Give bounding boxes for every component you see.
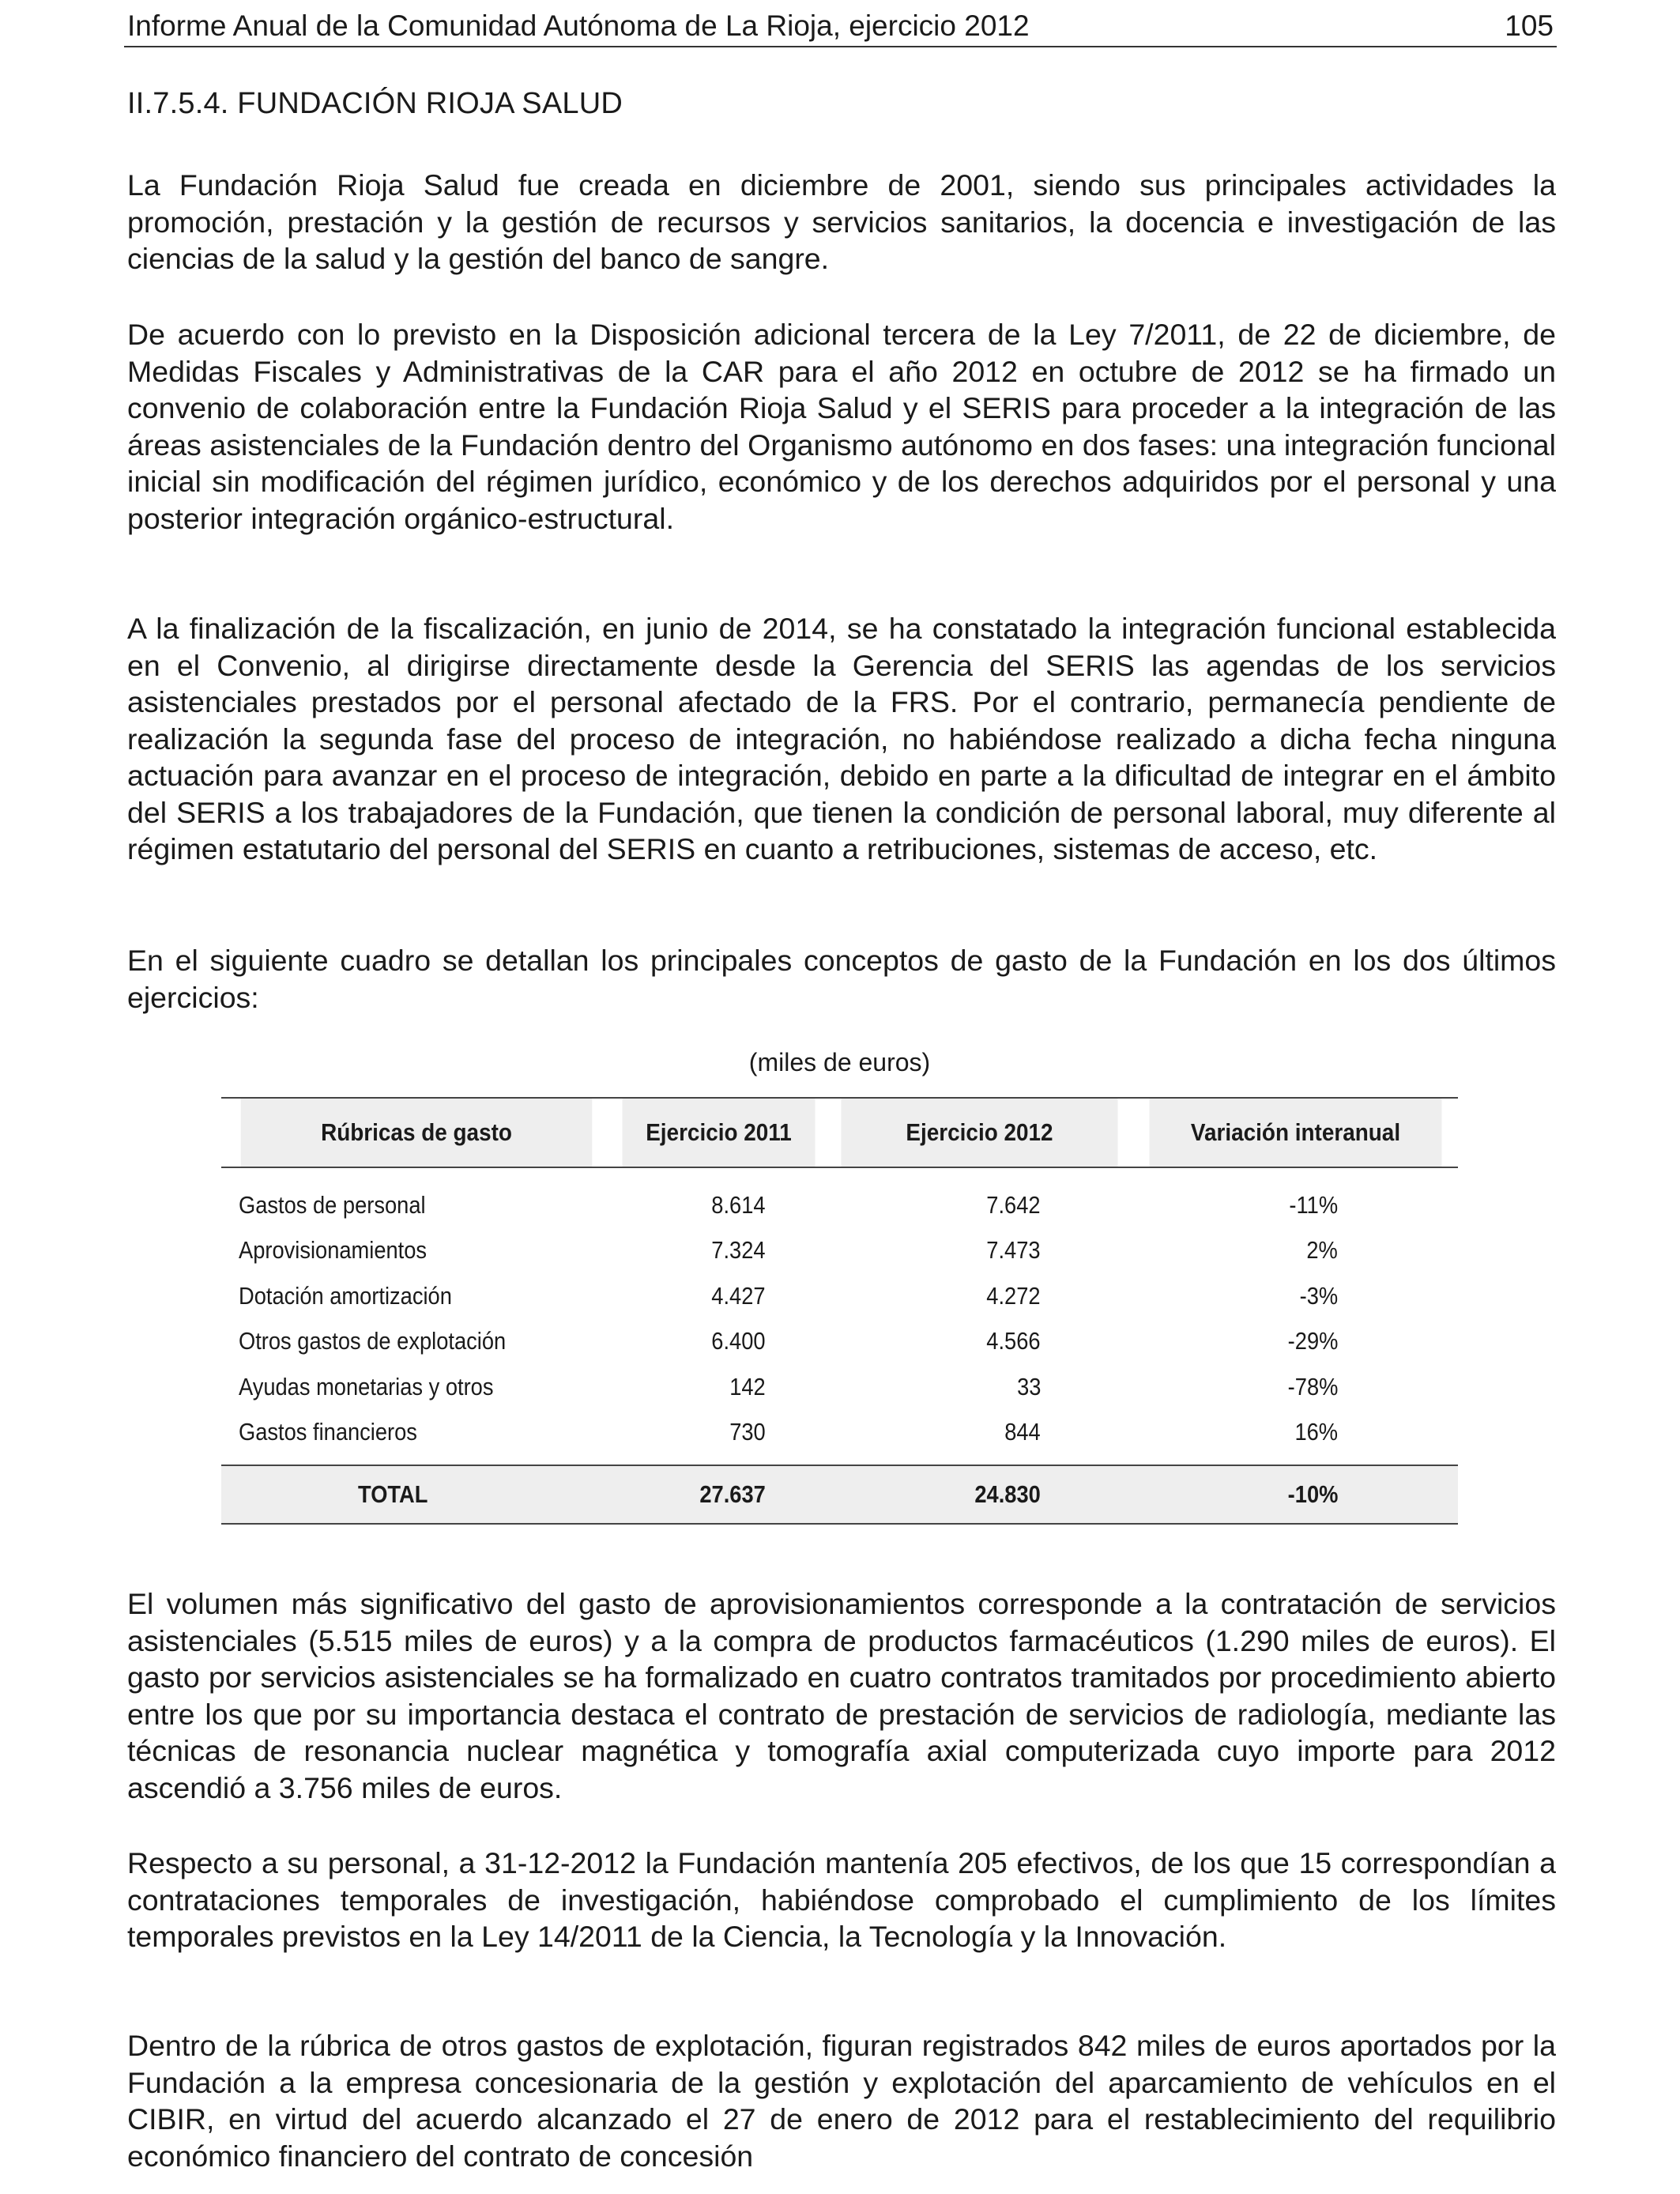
row-label: Dotación amortización (239, 1281, 452, 1310)
paragraph-intro: La Fundación Rioja Salud fue creada en diciembre de 2001, siendo sus principales actividades la promoción, prestación y la gestión de recursos y servicios sanitarios, la docencia e investigación de las ciencias de la salud y la gestión del banco de sangre. (127, 168, 1556, 275)
value-2011: 7.324 (711, 1236, 766, 1265)
header-rubricas: Rúbricas de gasto (241, 1098, 593, 1167)
value-variation: -11% (1289, 1190, 1338, 1219)
header-variacion: Variación interanual (1150, 1098, 1442, 1167)
value-variation: 16% (1294, 1418, 1338, 1446)
value-2011: 142 (729, 1372, 766, 1400)
table-units: (miles de euros) (748, 1048, 931, 1076)
expenses-table (221, 1097, 1458, 1525)
value-2012: 7.473 (986, 1236, 1041, 1265)
total-2011: 27.637 (699, 1480, 766, 1508)
table-row (221, 1182, 1458, 1228)
paragraph-personal: Respecto a su personal, a 31-12-2012 la Fundación mantenía 205 efectivos, de los que 15 correspondían a contrataciones temporales de investigación, habiéndose comprobado el cumplimiento de los límites temporales previstos en la Ley 14/2011 de la Ciencia, la Tecnología y la Innovación. (127, 1846, 1556, 1953)
value-variation: -29% (1287, 1327, 1338, 1355)
row-label: Ayudas monetarias y otros (239, 1372, 494, 1400)
header-ejercicio-2011: Ejercicio 2011 (623, 1098, 816, 1167)
value-variation: -78% (1287, 1372, 1338, 1400)
page-number: 105 (1505, 9, 1554, 42)
page-header (124, 8, 1557, 47)
table-row (221, 1228, 1458, 1274)
table-header-row (221, 1098, 1458, 1167)
total-2012: 24.830 (974, 1480, 1041, 1508)
table-row (221, 1319, 1458, 1365)
total-variation: -10% (1287, 1480, 1338, 1508)
table-row (221, 1273, 1458, 1319)
value-2011: 8.614 (711, 1190, 766, 1219)
value-2012: 4.566 (986, 1327, 1041, 1355)
value-2012: 7.642 (986, 1190, 1041, 1219)
value-variation: -3% (1299, 1281, 1338, 1310)
total-label: TOTAL (357, 1480, 428, 1508)
row-label: Otros gastos de explotación (239, 1327, 507, 1355)
row-label: Gastos de personal (239, 1190, 426, 1219)
value-2012: 33 (1016, 1372, 1041, 1400)
value-2012: 4.272 (986, 1281, 1041, 1310)
value-2011: 730 (729, 1418, 766, 1446)
row-label: Aprovisionamientos (239, 1236, 428, 1265)
paragraph-fiscalizacion: A la finalización de la fiscalización, en junio de 2014, se ha constatado la integración funcional establecida en el Convenio, al dirigirse directamente desde la Gerencia del SERIS las agendas de los servicios asistenciales prestados por el personal afectado de la FRS. Por el contrario, permanecía pendiente de realización la segunda fase del proceso de integración, no habiéndose realizado a dicha fecha ninguna actuación para avanzar en el proceso de integración, debido en parte a la dificultad de integrar en el ámbito del SERIS a los trabajadores de la Fundación, que tienen la condición de personal laboral, muy diferente al régimen estatutario del personal del SERIS en cuanto a retribuciones, sistemas de acceso, etc. (127, 612, 1556, 865)
section-title: II.7.5.4. FUNDACIÓN RIOJA SALUD (127, 87, 623, 120)
table-total-row (221, 1465, 1458, 1524)
row-label: Gastos financieros (239, 1418, 417, 1446)
paragraph-cuadro-intro: En el siguiente cuadro se detallan los principales conceptos de gasto de la Fundación en los dos últimos ejercicios: (127, 944, 1556, 1014)
expenses-table-container (221, 1097, 1458, 1525)
paragraph-aprovisionamientos: El volumen más significativo del gasto de aprovisionamientos corresponde a la contratación de servicios asistenciales (5.515 miles de euros) y a la compra de productos farmacéuticos (1.290 miles de euros). El gasto por servicios asistenciales se ha formalizado en cuatro contratos tramitados por procedimiento abierto entre los que por su importancia destaca el contrato de prestación de servicios de radiología, mediante las técnicas de resonancia nuclear magnética y tomografía axial computerizada cuyo importe para 2012 ascendió a 3.756 miles de euros. (127, 1587, 1556, 1804)
table-row (221, 1364, 1458, 1410)
value-2012: 844 (1004, 1418, 1041, 1446)
header-ejercicio-2012: Ejercicio 2012 (841, 1098, 1117, 1167)
value-2011: 6.400 (711, 1327, 766, 1355)
header-title: Informe Anual de la Comunidad Autónoma de La Rioja, ejercicio 2012 (127, 9, 1030, 42)
paragraph-convenio: De acuerdo con lo previsto en la Disposición adicional tercera de la Ley 7/2011, de 22 de diciembre, de Medidas Fiscales y Administrativas de la CAR para el año 2012 en octubre de 2012 se ha firmado un convenio de colaboración entre la Fundación Rioja Salud y el SERIS para proceder a la integración de las áreas asistenciales de la Fundación dentro del Organismo autónomo en dos fases: una integración funcional inicial sin modificación del régimen jurídico, económico y de los derechos adquiridos por el personal y una posterior integración orgánico-estructural. (127, 318, 1556, 535)
value-variation: 2% (1306, 1236, 1338, 1265)
value-2011: 4.427 (711, 1281, 766, 1310)
table-row (221, 1410, 1458, 1456)
paragraph-otros-gastos: Dentro de la rúbrica de otros gastos de explotación, figuran registrados 842 miles de euros aportados por la Fundación a la empresa concesionaria de la gestión y explotación del aparcamiento de vehículos en el CIBIR, en virtud del acuerdo alcanzado el 27 de enero de 2012 para el restablecimiento del requilibrio económico financiero del contrato de concesión (127, 2029, 1556, 2173)
